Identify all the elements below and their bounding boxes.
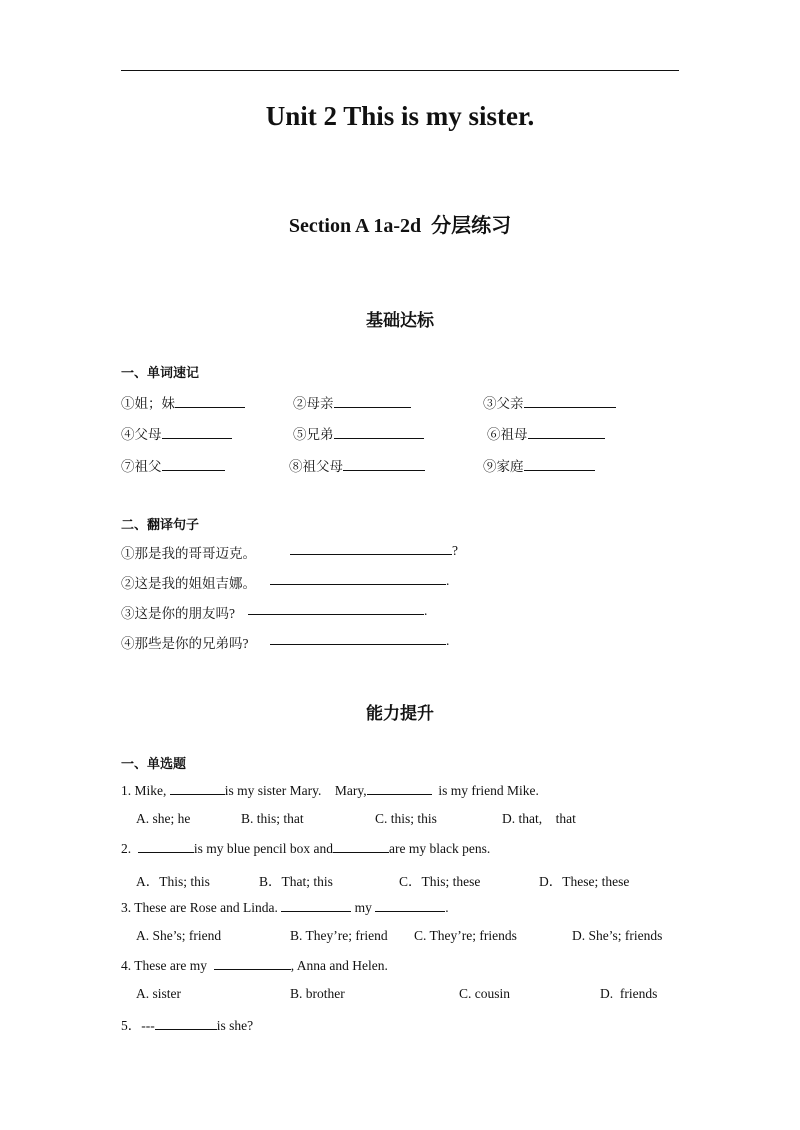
option[interactable]: B. this; that — [241, 811, 304, 826]
mc-heading: 一、单选题 — [121, 757, 187, 772]
vocab-heading: 一、单词速记 — [121, 366, 200, 381]
section-subtitle: Section A 1a-2d 分层练习 — [288, 215, 512, 237]
option[interactable]: A. she; he — [136, 811, 191, 826]
answer-blank[interactable] — [334, 395, 411, 408]
vocab-item: ⑤兄弟 — [293, 423, 424, 443]
translate-item: ④那些是你的兄弟吗? — [121, 636, 249, 651]
option[interactable]: D. She’s; friends — [572, 928, 663, 943]
question-1: 1. Mike, is my sister Mary. Mary, is my friend Mike. — [121, 783, 539, 798]
translate-item: ②这是我的姐姐吉娜。 — [121, 576, 256, 591]
basic-level-heading: 基础达标 — [366, 311, 434, 331]
option[interactable]: C. They’re; friends — [414, 928, 517, 943]
answer-blank[interactable] — [138, 840, 194, 853]
answer-blank[interactable] — [375, 899, 445, 912]
option[interactable]: C. cousin — [459, 986, 511, 1001]
option[interactable]: C. this; this — [375, 811, 437, 826]
question-2: 2. is my blue pencil box and are my black pens. — [121, 841, 491, 856]
translate-answer: . — [248, 602, 427, 619]
option[interactable]: B. brother — [290, 986, 345, 1001]
question-4: 4. These are my , Anna and Helen. — [121, 958, 388, 973]
answer-blank[interactable] — [528, 426, 605, 439]
vocab-item: ⑦祖父 — [121, 455, 225, 475]
answer-blank[interactable] — [333, 840, 389, 853]
translate-answer: . — [270, 632, 449, 649]
answer-blank[interactable] — [367, 782, 432, 795]
option[interactable]: D. that, that — [502, 811, 576, 826]
answer-blank[interactable] — [270, 632, 446, 645]
option[interactable]: C．This; these — [399, 874, 481, 889]
question-3: 3. These are Rose and Linda. my . — [121, 900, 449, 915]
answer-blank[interactable] — [281, 899, 351, 912]
translate-item: ①那是我的哥哥迈克。 — [121, 546, 256, 561]
answer-blank[interactable] — [248, 602, 424, 615]
translate-heading: 二、翻译句子 — [121, 518, 200, 533]
vocab-item: ②母亲 — [293, 392, 411, 412]
answer-blank[interactable] — [214, 957, 291, 970]
answer-blank[interactable] — [343, 458, 425, 471]
translate-item: ③这是你的朋友吗? — [121, 606, 235, 621]
option[interactable]: B. They’re; friend — [290, 928, 388, 943]
answer-blank[interactable] — [155, 1017, 217, 1030]
option[interactable]: A. She’s; friend — [136, 928, 222, 943]
translate-answer: . — [270, 572, 449, 589]
option[interactable]: B．That; this — [259, 874, 333, 889]
option[interactable]: A．This; this — [136, 874, 210, 889]
option[interactable]: D．These; these — [539, 874, 630, 889]
translate-answer: ? — [290, 542, 458, 559]
page-title: Unit 2 This is my sister. — [265, 101, 535, 131]
vocab-item: ⑨家庭 — [483, 455, 595, 475]
question-5: 5．--- is she? — [121, 1018, 254, 1033]
vocab-item: ⑧祖父母 — [289, 455, 425, 475]
advanced-level-heading: 能力提升 — [366, 704, 434, 724]
answer-blank[interactable] — [270, 572, 446, 585]
vocab-item: ①姐；妹 — [121, 392, 245, 412]
vocab-item: ④父母 — [121, 423, 232, 443]
answer-blank[interactable] — [290, 542, 452, 555]
vocab-item: ⑥祖母 — [487, 423, 605, 443]
answer-blank[interactable] — [162, 426, 232, 439]
header-rule — [121, 70, 679, 71]
answer-blank[interactable] — [524, 395, 616, 408]
answer-blank[interactable] — [175, 395, 245, 408]
option[interactable]: A. sister — [136, 986, 181, 1001]
answer-blank[interactable] — [524, 458, 595, 471]
option[interactable]: D. friends — [600, 986, 658, 1001]
answer-blank[interactable] — [162, 458, 225, 471]
vocab-item: ③父亲 — [483, 392, 616, 412]
answer-blank[interactable] — [170, 782, 225, 795]
answer-blank[interactable] — [334, 426, 424, 439]
